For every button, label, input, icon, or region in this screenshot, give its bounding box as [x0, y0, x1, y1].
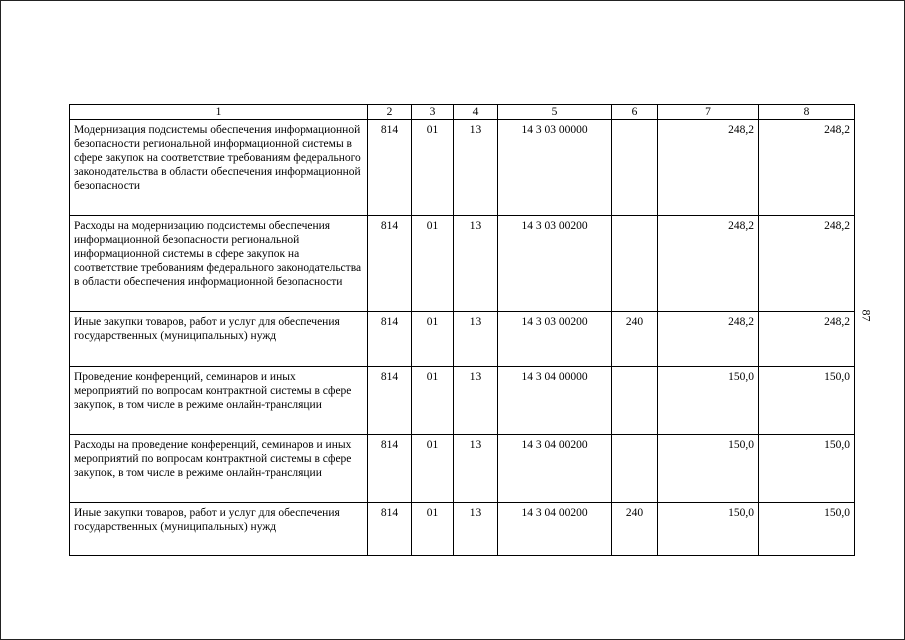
row-name: Расходы на проведение конференций, семинаров и иных мероприятий по вопросам контрактной системы в сфере закупок, в том числе в режиме онлайн-трансляции — [70, 435, 368, 503]
row-subsection-code: 13 — [454, 120, 498, 216]
row-ministry-code: 814 — [368, 120, 412, 216]
row-ministry-code: 814 — [368, 435, 412, 503]
table-row — [70, 503, 855, 556]
row-section-code: 01 — [412, 216, 454, 312]
row-amount-col7: 150,0 — [658, 367, 759, 435]
row-ministry-code: 814 — [368, 367, 412, 435]
row-target-article: 14 3 03 00200 — [498, 216, 612, 312]
row-ministry-code: 814 — [368, 216, 412, 312]
row-ministry-code: 814 — [368, 503, 412, 556]
row-name: Иные закупки товаров, работ и услуг для обеспечения государственных (муниципальных) нужд — [70, 503, 368, 556]
row-amount-col7: 248,2 — [658, 216, 759, 312]
row-section-code: 01 — [412, 367, 454, 435]
row-expense-type — [612, 367, 658, 435]
row-target-article: 14 3 04 00200 — [498, 503, 612, 556]
row-target-article: 14 3 04 00000 — [498, 367, 612, 435]
header-col-6: 6 — [612, 105, 658, 120]
row-subsection-code: 13 — [454, 312, 498, 367]
row-section-code: 01 — [412, 120, 454, 216]
header-col-7: 7 — [658, 105, 759, 120]
row-name: Иные закупки товаров, работ и услуг для обеспечения государственных (муниципальных) нужд — [70, 312, 368, 367]
table-row — [70, 435, 855, 503]
budget-table — [69, 104, 855, 556]
row-amount-col7: 248,2 — [658, 312, 759, 367]
row-amount-col8: 248,2 — [759, 216, 855, 312]
row-expense-type: 240 — [612, 503, 658, 556]
header-col-5: 5 — [498, 105, 612, 120]
row-subsection-code: 13 — [454, 435, 498, 503]
header-col-8: 8 — [759, 105, 855, 120]
table-row — [70, 367, 855, 435]
header-row — [70, 105, 855, 120]
row-ministry-code: 814 — [368, 312, 412, 367]
row-section-code: 01 — [412, 435, 454, 503]
row-amount-col7: 248,2 — [658, 120, 759, 216]
row-name: Модернизация подсистемы обеспечения информационной безопасности региональной информационной системы в сфере закупок на соответствие требованиям федерального законодательства в области обеспечения информационной безопасности — [70, 120, 368, 216]
page-number: 87 — [859, 309, 874, 322]
row-target-article: 14 3 03 00200 — [498, 312, 612, 367]
header-col-2: 2 — [368, 105, 412, 120]
row-expense-type — [612, 435, 658, 503]
header-col-1: 1 — [70, 105, 368, 120]
header-col-4: 4 — [454, 105, 498, 120]
row-target-article: 14 3 03 00000 — [498, 120, 612, 216]
row-amount-col8: 150,0 — [759, 435, 855, 503]
row-subsection-code: 13 — [454, 216, 498, 312]
table-row — [70, 216, 855, 312]
row-amount-col8: 150,0 — [759, 367, 855, 435]
table-row — [70, 312, 855, 367]
table-row — [70, 120, 855, 216]
row-amount-col8: 248,2 — [759, 120, 855, 216]
row-section-code: 01 — [412, 503, 454, 556]
row-amount-col8: 248,2 — [759, 312, 855, 367]
row-expense-type — [612, 216, 658, 312]
row-name: Проведение конференций, семинаров и иных мероприятий по вопросам контрактной системы в сфере закупок, в том числе в режиме онлайн-трансляции — [70, 367, 368, 435]
row-subsection-code: 13 — [454, 367, 498, 435]
row-amount-col8: 150,0 — [759, 503, 855, 556]
row-expense-type: 240 — [612, 312, 658, 367]
row-section-code: 01 — [412, 312, 454, 367]
header-col-3: 3 — [412, 105, 454, 120]
row-name: Расходы на модернизацию подсистемы обеспечения информационной безопасности региональной информационной системы в сфере закупок на соответствие требованиям федерального законодательства в области обеспечения информационной безопасности — [70, 216, 368, 312]
row-amount-col7: 150,0 — [658, 503, 759, 556]
row-amount-col7: 150,0 — [658, 435, 759, 503]
row-target-article: 14 3 04 00200 — [498, 435, 612, 503]
row-subsection-code: 13 — [454, 503, 498, 556]
row-expense-type — [612, 120, 658, 216]
